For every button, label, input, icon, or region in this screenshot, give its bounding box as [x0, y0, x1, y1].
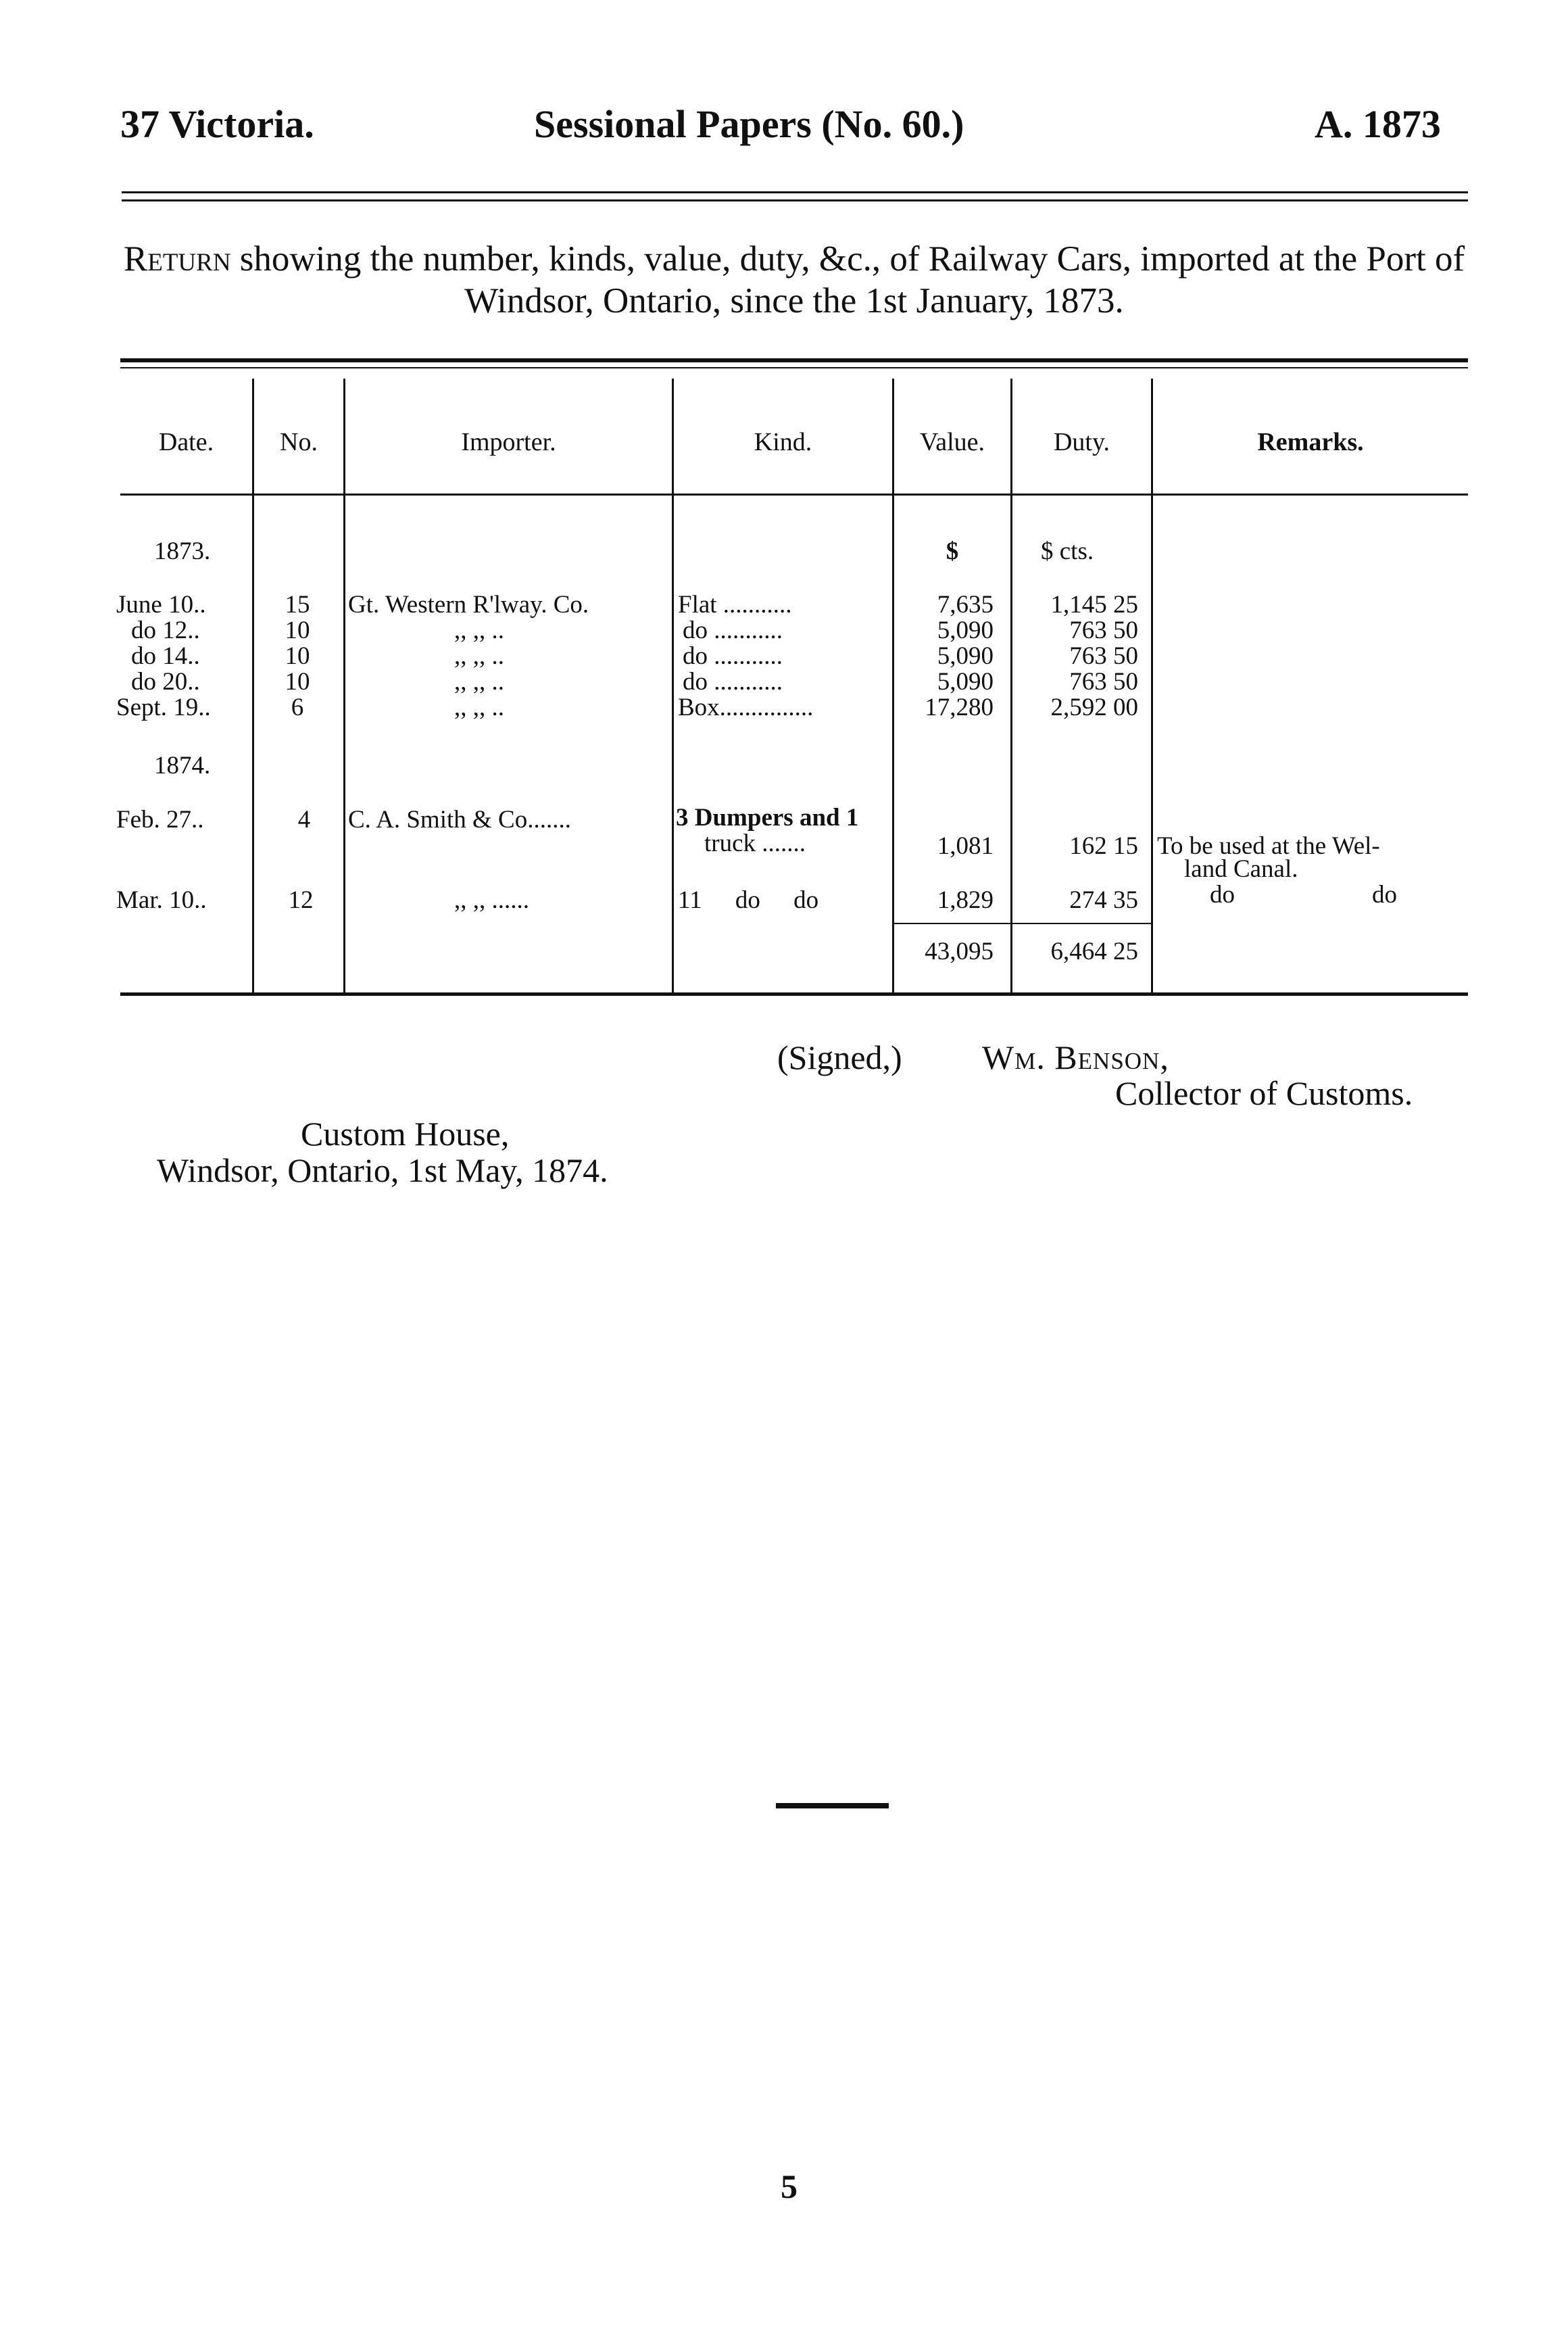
cell-date: do 12..	[131, 617, 200, 644]
cell-date: Mar. 10..	[116, 886, 207, 914]
cell-date: June 10..	[116, 591, 206, 619]
col-header-no: No.	[280, 428, 318, 456]
table-rule-top-thin	[120, 367, 1468, 368]
total-value: 43,095	[925, 938, 994, 965]
cell-duty: 162 15	[1069, 832, 1138, 860]
caption-lead: Return	[123, 239, 231, 279]
cell-kind: do ...........	[683, 617, 783, 644]
cell-importer: ,, ,, ..	[454, 642, 504, 670]
cell-importer: Gt. Western R'lway. Co.	[348, 591, 589, 619]
cell-no: 15	[285, 591, 310, 619]
cell-no: 4	[297, 806, 311, 834]
header-rule-bottom	[122, 199, 1468, 201]
section-end-rule	[776, 1803, 889, 1808]
col-header-kind: Kind.	[754, 428, 812, 456]
cell-value: 5,090	[937, 642, 994, 670]
year-label: 1873.	[154, 537, 211, 565]
cell-importer: C. A. Smith & Co.......	[348, 806, 571, 834]
cell-no: 12	[288, 886, 314, 914]
cell-kind: Box...............	[678, 694, 814, 721]
cell-importer: ,, ,, ..	[454, 668, 504, 696]
cell-date: do 14..	[131, 642, 200, 670]
table-rule-bottom	[120, 992, 1468, 996]
cell-duty: 274 35	[1069, 886, 1138, 914]
cell-importer: ,, ,, ..	[454, 617, 504, 644]
cell-value: 5,090	[937, 668, 994, 696]
cell-duty: 763 50	[1069, 668, 1138, 696]
cell-no: 10	[285, 668, 310, 696]
col-sep-3	[672, 379, 674, 994]
col-header-date: Date.	[158, 428, 214, 456]
cell-date: do 20..	[131, 668, 200, 696]
page-number: 5	[781, 2167, 798, 2205]
cell-duty: 763 50	[1069, 617, 1138, 644]
cell-value: 5,090	[937, 617, 994, 644]
header-left: 37 Victoria.	[120, 102, 314, 146]
col-sep-1	[252, 379, 254, 994]
cell-value: 7,635	[937, 591, 994, 619]
place-line1: Custom House,	[301, 1115, 510, 1153]
col-sep-2	[343, 379, 345, 994]
cell-duty: 1,145 25	[1050, 591, 1138, 619]
table-rule-top	[120, 358, 1468, 362]
cell-remarks-line2: land Canal.	[1184, 855, 1298, 883]
cell-importer: ,, ,, ......	[454, 886, 529, 914]
cell-kind: do ...........	[683, 668, 783, 696]
signatory-title: Collector of Customs.	[1115, 1074, 1413, 1112]
cell-duty: 763 50	[1069, 642, 1138, 670]
cell-kind: do ...........	[683, 642, 783, 670]
total-duty: 6,464 25	[1050, 938, 1138, 965]
col-header-importer: Importer.	[461, 428, 556, 456]
caption-text: showing the number, kinds, value, duty, &c., of Railway Cars, imported at the Port of Windsor, Ontario, since the 1st January, 1873.	[239, 239, 1465, 320]
cell-date: Feb. 27..	[116, 806, 204, 834]
cell-no: 6	[291, 694, 304, 721]
cell-remarks-b: do	[1372, 881, 1397, 909]
cell-value: 1,829	[937, 886, 994, 914]
signed-label: (Signed,)	[777, 1038, 902, 1076]
cell-no: 10	[285, 642, 310, 670]
cell-no: 10	[285, 617, 310, 644]
col-header-duty: Duty.	[1053, 428, 1110, 456]
cell-kind: 11 do do	[678, 886, 819, 914]
cell-date: Sept. 19..	[116, 694, 211, 721]
cell-kind-line1: 3 Dumpers and 1	[676, 804, 859, 832]
header-bottom-rule	[120, 494, 1468, 496]
col-header-remarks: Remarks.	[1257, 428, 1364, 456]
cell-value: 17,280	[925, 694, 994, 721]
cell-remarks-a: do	[1210, 881, 1235, 909]
cell-kind: Flat ...........	[678, 591, 792, 619]
place-line2: Windsor, Ontario, 1st May, 1874.	[157, 1151, 608, 1189]
totals-rule	[894, 923, 1151, 924]
duty-unit: $ cts.	[1041, 537, 1094, 565]
header-center: Sessional Papers (No. 60.)	[534, 102, 964, 146]
col-sep-6	[1151, 379, 1153, 994]
cell-value: 1,081	[937, 832, 994, 860]
cell-duty: 2,592 00	[1050, 694, 1138, 721]
signatory-name: Wm. Benson,	[982, 1038, 1169, 1076]
header-rule-top	[122, 191, 1468, 193]
table-caption	[120, 238, 1468, 322]
col-header-value: Value.	[919, 428, 985, 456]
cell-kind-line2: truck .......	[704, 830, 806, 857]
cell-importer: ,, ,, ..	[454, 694, 504, 721]
cell-remarks-line1: To be used at the Wel-	[1157, 832, 1380, 860]
header-right: A. 1873	[1315, 102, 1441, 146]
year-label: 1874.	[154, 752, 211, 779]
value-unit: $	[946, 537, 959, 565]
